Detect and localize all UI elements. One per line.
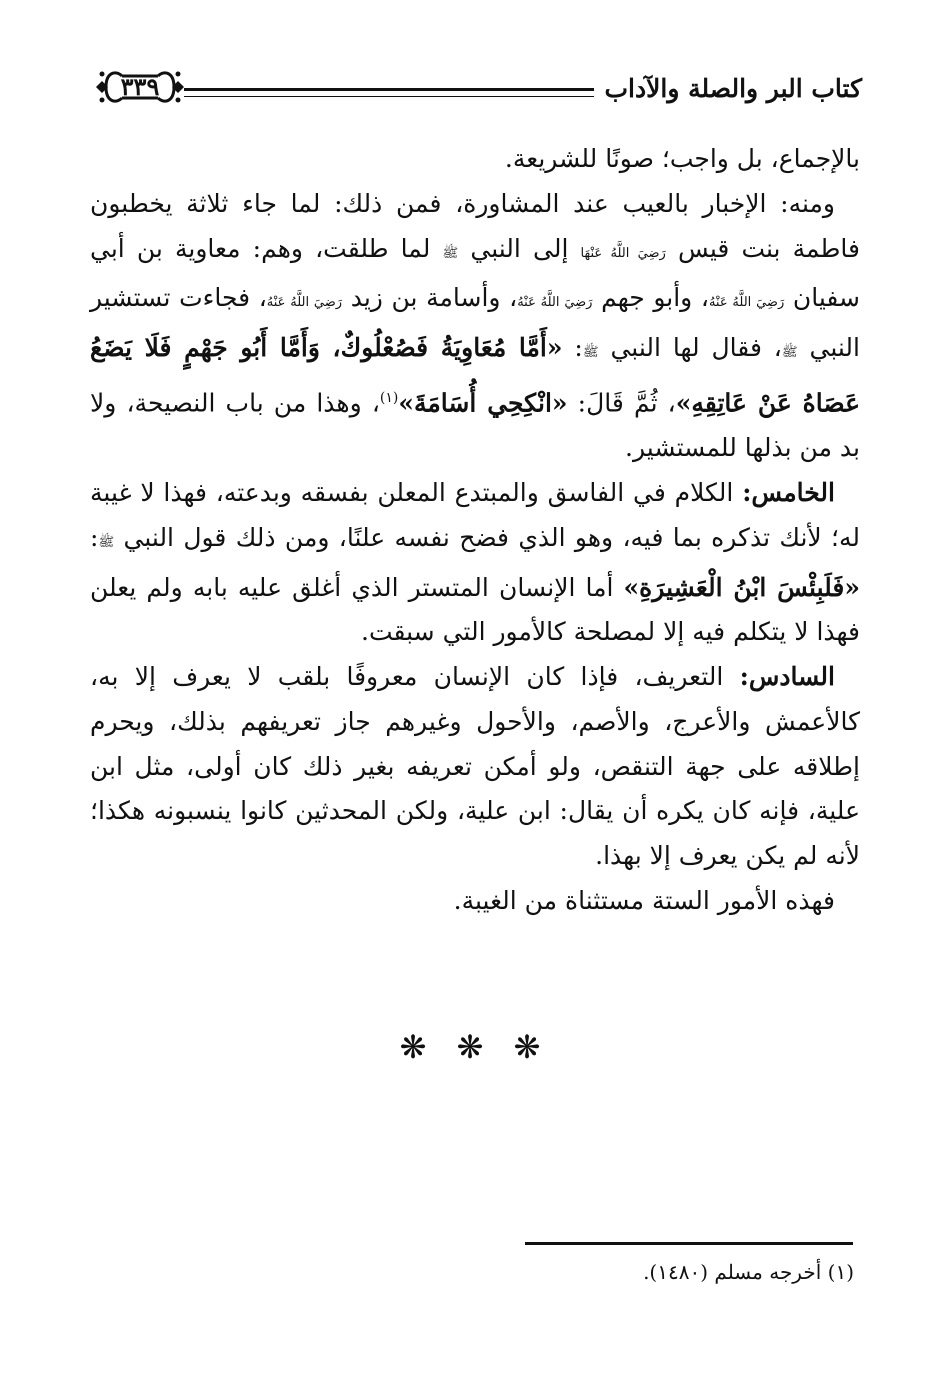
footnote-rule xyxy=(525,1242,853,1245)
honorific: رَضِيَ اللَّهُ عَنْهُ xyxy=(517,295,593,311)
hadith-quote: «انْكِحِي أُسَامَةَ» xyxy=(398,388,568,418)
page-header xyxy=(92,62,862,120)
text-run: أما الإنسان المتستر الذي أغلق عليه بابه ولم يعلن فهذا لا يتكلم فيه إلا لمصلحة كالأمور التي سبقت. xyxy=(90,572,860,647)
text-run: : xyxy=(90,522,99,552)
salutation: ﷺ xyxy=(582,345,599,361)
section-term: الخامس: xyxy=(742,477,835,507)
text-run: ، فقال لها النبي xyxy=(610,333,782,363)
honorific: رَضِيَ اللَّهُ عَنْهُ xyxy=(266,295,343,311)
footnote: (١) أخرجه مسلم (١٤٨٠). xyxy=(643,1260,854,1284)
paragraph-1 xyxy=(90,137,860,182)
paragraph-2 xyxy=(90,182,860,471)
salutation: ﷺ xyxy=(442,245,459,261)
text-run: لما طلقت، وهم: معاوية بن أبي سفيان xyxy=(90,233,860,313)
section-term: السادس: xyxy=(739,662,835,692)
salutation: ﷺ xyxy=(781,345,798,361)
salutation: ﷺ xyxy=(98,534,115,550)
paragraph-5 xyxy=(90,879,860,924)
page-number: ٣٣٩ xyxy=(120,72,160,101)
section-separator: ❋ ❋ ❋ xyxy=(399,1028,551,1066)
honorific: رَضِيَ اللَّهُ عَنْهُ xyxy=(708,295,785,311)
footnote-reference[interactable]: (١) xyxy=(379,389,399,406)
text-run: : xyxy=(574,333,583,363)
main-text xyxy=(90,137,860,924)
header-rule xyxy=(184,88,594,97)
book-title: كتاب البر والصلة والآداب xyxy=(604,74,862,103)
text-run: فهذه الأمور الستة مستثناة من الغيبة. xyxy=(453,886,835,916)
text-run: ومنه: الإخبار بالعيب عند المشاورة، فمن ذلك: لما جاء ثلاثة يخطبون فاطمة بنت قيس xyxy=(90,188,860,263)
hadith-quote: «فَلَبِئْسَ ابْنُ الْعَشِيرَةِ» xyxy=(623,572,860,602)
text-run: ، ثُمَّ قَالَ: xyxy=(577,388,676,418)
text-run: بالإجماع، بل واجب؛ صونًا للشريعة. xyxy=(504,144,860,173)
text-run: إلى النبي xyxy=(470,233,569,263)
text-run: ، وأبو جهم xyxy=(601,283,709,313)
paragraph-4 xyxy=(90,655,860,879)
text-run: التعريف، فإذا كان الإنسان معروفًا بلقب لا يعرف إلا به، كالأعمش والأعرج، والأصم، والأحول وغيرهم جاز تعريفهم بذلك، ويحرم إطلاقه على جهة التنقص، ولو أمكن تعريفه بغير ذلك كان أولى، مثل ابن علية، فإنه كان يكره أن يقال: ابن علية، ولكن المحدثين كانوا ينسبونه هكذا؛ لأنه لم يكن يعرف إلا بهذا. xyxy=(90,662,860,871)
text-run: ، فجاءت تستشير النبي xyxy=(90,283,860,363)
page-number-ornament xyxy=(92,62,188,112)
text-run: ، وأسامة بن زيد xyxy=(350,283,518,313)
text-run: ، وهذا من باب النصيحة، ولا بد من بذلها للمستشير. xyxy=(90,388,860,463)
hadith-quote: «أَمَّا مُعَاوِيَةُ فَصُعْلُوكٌ، وَأَمَّا أَبُو جَهْمٍ فَلَا يَضَعُ عَصَاهُ عَنْ عَاتِقِهِ» xyxy=(90,333,860,418)
honorific: رَضِيَ اللَّهُ عَنْهَا xyxy=(580,245,666,261)
paragraph-3 xyxy=(90,471,860,655)
text-run: الكلام في الفاسق والمبتدع المعلن بفسقه وبدعته، فهذا لا غيبة له؛ لأنك تذكره بما فيه، وهو الذي فضح نفسه علنًا، ومن ذلك قول النبي xyxy=(90,477,860,552)
